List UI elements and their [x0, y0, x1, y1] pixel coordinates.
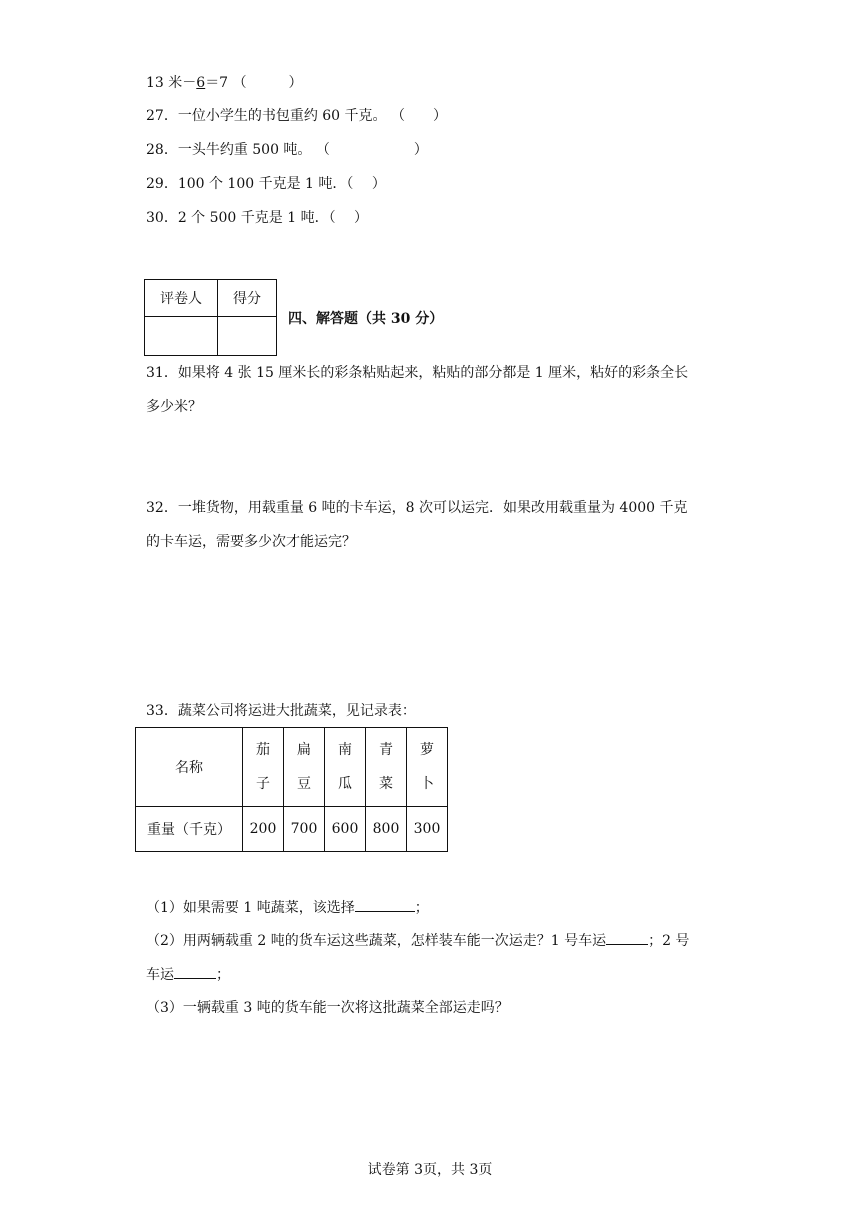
q30-answer-paren: （ ）: [328, 210, 369, 226]
question-31-line1: 31．如果将 4 张 15 厘米长的彩条粘贴起来，粘贴的部分都是 1 厘米，粘好的彩条全长: [146, 365, 689, 381]
veg-name-cell: 扁 豆: [284, 728, 325, 807]
question-27: [146, 106, 447, 126]
table-header-name: 名称: [136, 728, 243, 807]
q29-text: 29．100 个 100 千克是 1 吨．: [146, 176, 347, 192]
weight-cell: 600: [325, 807, 366, 852]
q27-answer-paren: （ ）: [390, 108, 447, 124]
veg-name-cell: 青 菜: [366, 728, 407, 807]
table-row-label-weight: 重量（千克）: [136, 807, 243, 852]
question-32-line2: 的卡车运，需要多少次才能运完？: [146, 534, 356, 550]
score-cell: [218, 317, 277, 356]
question-28: [146, 140, 428, 160]
q26-answer-paren: （ ）: [232, 75, 303, 91]
answer-blank[interactable]: [606, 930, 648, 945]
weight-cell: 800: [366, 807, 407, 852]
q30-text: 30．2 个 500 千克是 1 吨．: [146, 210, 329, 226]
grader-score-box: [144, 279, 277, 356]
q28-text: 28．一头牛约重 500 吨。: [146, 142, 312, 158]
veg-name-cell: 南 瓜: [325, 728, 366, 807]
q28-answer-paren: （ ）: [315, 142, 428, 158]
veg-name-cell: 茄 子: [243, 728, 284, 807]
question-33-intro: 33．蔬菜公司将运进大批蔬菜，见记录表：: [146, 703, 416, 719]
q26-pre: 13 米－: [146, 75, 197, 91]
question-30: [146, 208, 368, 228]
question-33-part1: （1）如果需要 1 吨蔬菜，该选择 ；: [146, 897, 429, 918]
section-title: 四、解答题（共 30 分）: [288, 311, 444, 327]
weight-cell: 700: [284, 807, 325, 852]
vegetable-table: [135, 727, 448, 852]
veg-name-cell: 萝 卜: [407, 728, 448, 807]
question-33-part3: （3）一辆载重 3 吨的货车能一次将这批蔬菜全部运走吗？: [146, 1000, 509, 1016]
question-32-line1: 32．一堆货物，用载重量 6 吨的卡车运，8 次可以运完．如果改用载重量为 4000 千克: [146, 500, 688, 516]
question-29: [146, 174, 386, 194]
grader-header: 评卷人: [145, 280, 218, 317]
page-footer: 试卷第 3页，共 3页: [367, 1162, 493, 1178]
grader-cell: [145, 317, 218, 356]
question-31-line2: 多少米？: [146, 399, 202, 415]
weight-cell: 200: [243, 807, 284, 852]
answer-blank[interactable]: [355, 897, 415, 912]
question-33-part2-line2: 车运 ；: [146, 964, 230, 985]
q29-answer-paren: （ ）: [346, 176, 386, 192]
q27-text: 27．一位小学生的书包重约 60 千克。: [146, 108, 387, 124]
score-header: 得分: [218, 280, 277, 317]
question-33-part2: （2）用两辆载重 2 吨的货车运这些蔬菜，怎样装车能一次运走？1 号车运 ；2 号: [146, 930, 689, 951]
q26-post: ＝7: [205, 75, 229, 91]
weight-cell: 300: [407, 807, 448, 852]
question-26-line: [146, 73, 303, 93]
answer-blank[interactable]: [174, 964, 216, 979]
q26-underlined: 6: [196, 75, 206, 91]
